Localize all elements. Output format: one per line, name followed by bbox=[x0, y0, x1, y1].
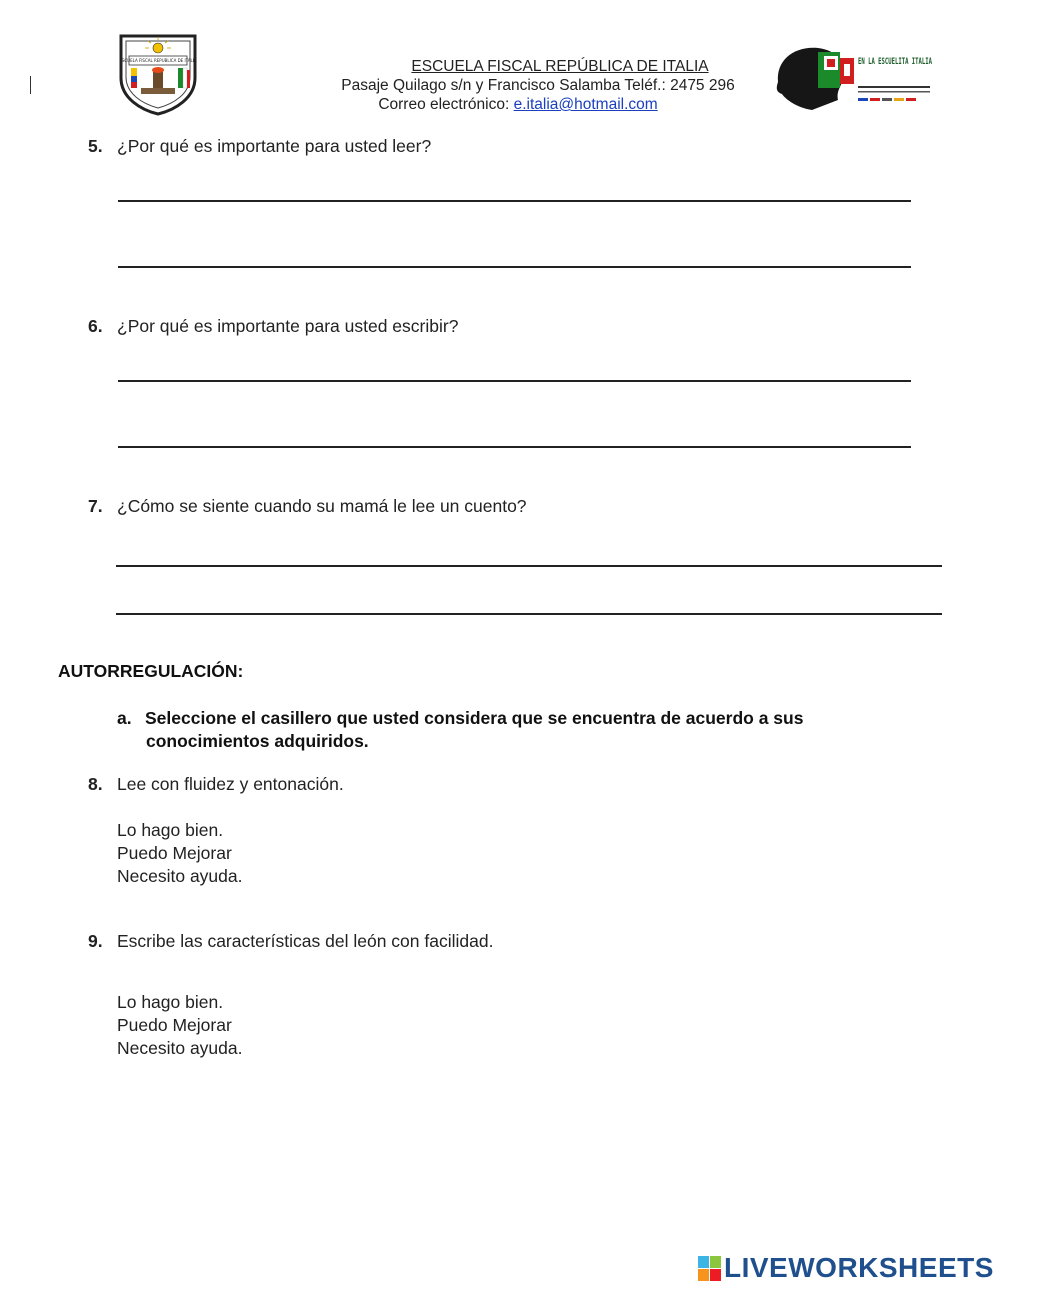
shield-caption: ESCUELA FISCAL REPUBLICA DE ITALIA bbox=[119, 58, 197, 63]
option-lo-hago-bien[interactable]: Lo hago bien. bbox=[117, 992, 224, 1012]
liveworksheets-icon bbox=[698, 1256, 722, 1282]
answer-line[interactable] bbox=[118, 200, 911, 202]
email-link[interactable]: e.italia@hotmail.com bbox=[513, 96, 658, 113]
option-puedo-mejorar[interactable]: Puedo Mejorar bbox=[117, 843, 232, 863]
brand-title: EN LA ESCUELITA ITALIA bbox=[858, 57, 933, 67]
options-9 bbox=[117, 991, 243, 1060]
instruction-line-2: conocimientos adquiridos. bbox=[146, 731, 369, 751]
liveworksheets-brand: LIVEWORKSHEETS bbox=[724, 1252, 994, 1283]
answer-line[interactable] bbox=[116, 565, 942, 567]
instruction-label: a. bbox=[117, 708, 132, 728]
option-puedo-mejorar[interactable]: Puedo Mejorar bbox=[117, 1015, 232, 1035]
email-label: Correo electrónico: bbox=[378, 96, 514, 113]
question-text: ¿Cómo se siente cuando su mamá le lee un cuento? bbox=[117, 496, 527, 516]
item-text: Lee con fluidez y entonación. bbox=[117, 774, 344, 794]
instruction-line-1: Seleccione el casillero que usted considera que se encuentra de acuerdo a sus bbox=[145, 708, 804, 728]
item-text: Escribe las características del león con facilidad. bbox=[117, 931, 494, 951]
section-title: AUTORREGULACIÓN: bbox=[58, 661, 244, 681]
escuelita-italia-logo bbox=[772, 42, 937, 114]
instruction bbox=[117, 707, 937, 753]
question-number: 7. bbox=[88, 496, 103, 516]
school-address: Pasaje Quilago s/n y Francisco Salamba Teléf.: 2475 296 bbox=[341, 77, 735, 94]
option-necesito-ayuda[interactable]: Necesito ayuda. bbox=[117, 1038, 243, 1058]
question-text: ¿Por qué es importante para usted leer? bbox=[117, 136, 432, 156]
text-cursor bbox=[30, 76, 31, 94]
item-9 bbox=[88, 931, 493, 952]
answer-line[interactable] bbox=[116, 613, 942, 615]
school-name: ESCUELA FISCAL REPÚBLICA DE ITALIA bbox=[411, 58, 709, 75]
question-7 bbox=[88, 496, 527, 517]
question-text: ¿Por qué es importante para usted escribir? bbox=[117, 316, 459, 336]
option-necesito-ayuda[interactable]: Necesito ayuda. bbox=[117, 866, 243, 886]
item-8 bbox=[88, 774, 344, 795]
question-number: 6. bbox=[88, 316, 103, 336]
question-6 bbox=[88, 316, 458, 337]
question-number: 5. bbox=[88, 136, 103, 156]
item-number: 9. bbox=[88, 931, 103, 951]
options-8 bbox=[117, 819, 243, 888]
question-5 bbox=[88, 136, 431, 157]
answer-line[interactable] bbox=[118, 380, 911, 382]
answer-line[interactable] bbox=[118, 266, 911, 268]
answer-line[interactable] bbox=[118, 446, 911, 448]
option-lo-hago-bien[interactable]: Lo hago bien. bbox=[117, 820, 224, 840]
item-number: 8. bbox=[88, 774, 103, 794]
